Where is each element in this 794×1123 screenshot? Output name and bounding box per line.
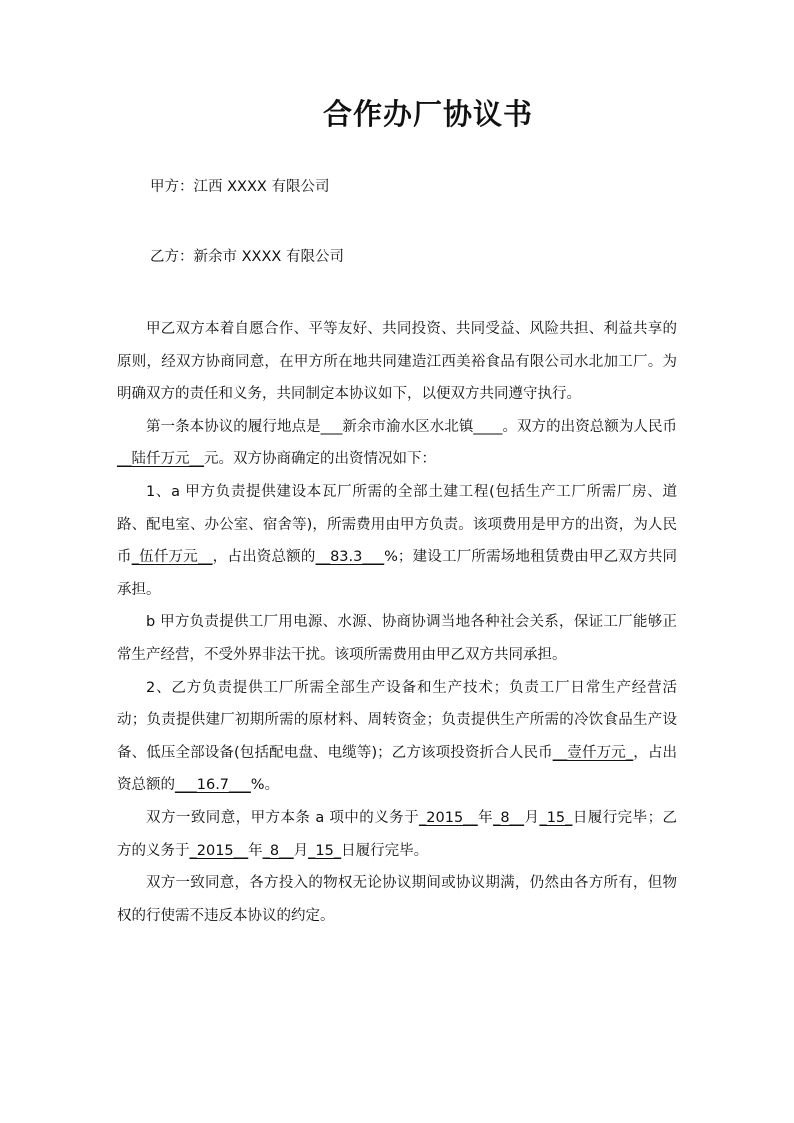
- party-b-investment-amount: __壹仟万元_: [552, 744, 634, 761]
- party-a-completion-year: _2015__: [419, 809, 478, 826]
- clause-2-text: ，占出资总额的: [117, 744, 678, 794]
- article-1-text: 元。双方协商确定的出资情况如下：: [204, 451, 436, 468]
- clause-1a-text: 1、a 甲方负责提供建设本瓦厂所需的全部土建工程(包括生产工厂所需厂房、道路、配电室、办公室、宿舍等)，所需费用由甲方负责。该项费用是甲方的出资，为人民币: [117, 483, 677, 566]
- clause-2-text: %。: [250, 777, 280, 794]
- party-b-completion-month: _8__: [262, 842, 294, 859]
- party-a-investment-percent: __83.3___: [315, 549, 385, 566]
- performance-location: ___新余市渝水区水北镇____: [320, 418, 503, 435]
- completion-text: 日履行完毕；: [572, 809, 663, 826]
- completion-text: 年: [477, 809, 494, 826]
- clause-2-paragraph: [117, 672, 677, 802]
- party-b-completion-day: _15_: [308, 842, 342, 859]
- party-b-completion-year: _2015__: [189, 842, 249, 859]
- clause-1a-text: %；建设工厂所需场地租赁费由甲乙双方共同承担。: [117, 549, 678, 598]
- completion-text: 年: [248, 842, 263, 859]
- completion-text: 日履行完毕。: [341, 842, 429, 859]
- intro-paragraph: 甲乙双方本着自愿合作、平等友好、共同投资、共同受益、风险共担、利益共享的原则，经双方协商同意，在甲方所在地共同建造江西美裕食品有限公司水北加工厂。为明确双方的责任和义务，共同制定本协议如下，以便双方共同遵守执行。: [117, 321, 677, 403]
- article-1-text: 第一条本协议的履行地点是: [146, 418, 321, 435]
- completion-text: 双方一致同意，甲方本条 a 项中的义务于: [146, 809, 420, 826]
- party-a-completion-day: _15_: [539, 809, 573, 826]
- ownership-paragraph: 双方一致同意，各方投入的物权无论协议期间或协议期满，仍然由各方所有，但物权的行使需不违反本协议的约定。: [117, 875, 677, 924]
- document-title: 合作办厂协议书: [322, 97, 533, 131]
- completion-text: 月: [293, 842, 309, 859]
- clause-1a-text: ，占出资总额的: [212, 549, 316, 566]
- party-b-investment-percent: ___16.7___: [175, 777, 251, 794]
- party-a-investment-amount: _伍仟万元__: [131, 549, 213, 566]
- document-body: [117, 313, 677, 932]
- article-1-paragraph: [117, 411, 677, 476]
- completion-paragraph: [117, 802, 677, 867]
- clause-1b-paragraph: b 甲方负责提供工厂用电源、水源、协商协调当地各种社会关系，保证工厂能够正常生产经营，不受外界非法干扰。该项所需费用由甲乙双方共同承担。: [117, 614, 677, 663]
- party-a: 甲方：江西 XXXX 有限公司: [150, 179, 330, 195]
- clause-2-text: 2、乙方负责提供工厂所需全部生产设备和生产技术；负责工厂日常生产经营活动；负责提供建厂初期所需的原材料、周转资金；负责提供生产所需的冷饮食品生产设备、低压全部设备(包括配电盘、电缆等)；乙方该项投资折合人民币: [117, 679, 677, 761]
- completion-text: 乙方的义务于: [117, 809, 678, 859]
- party-a-completion-month: _8__: [493, 809, 525, 826]
- clause-1a-paragraph: [117, 476, 677, 606]
- party-b: 乙方：新余市 XXXX 有限公司: [150, 249, 344, 265]
- completion-text: 月: [524, 809, 540, 826]
- total-investment-amount: __陆仟万元__: [117, 451, 204, 468]
- article-1-text: 。双方的出资总额为人民币: [502, 418, 678, 435]
